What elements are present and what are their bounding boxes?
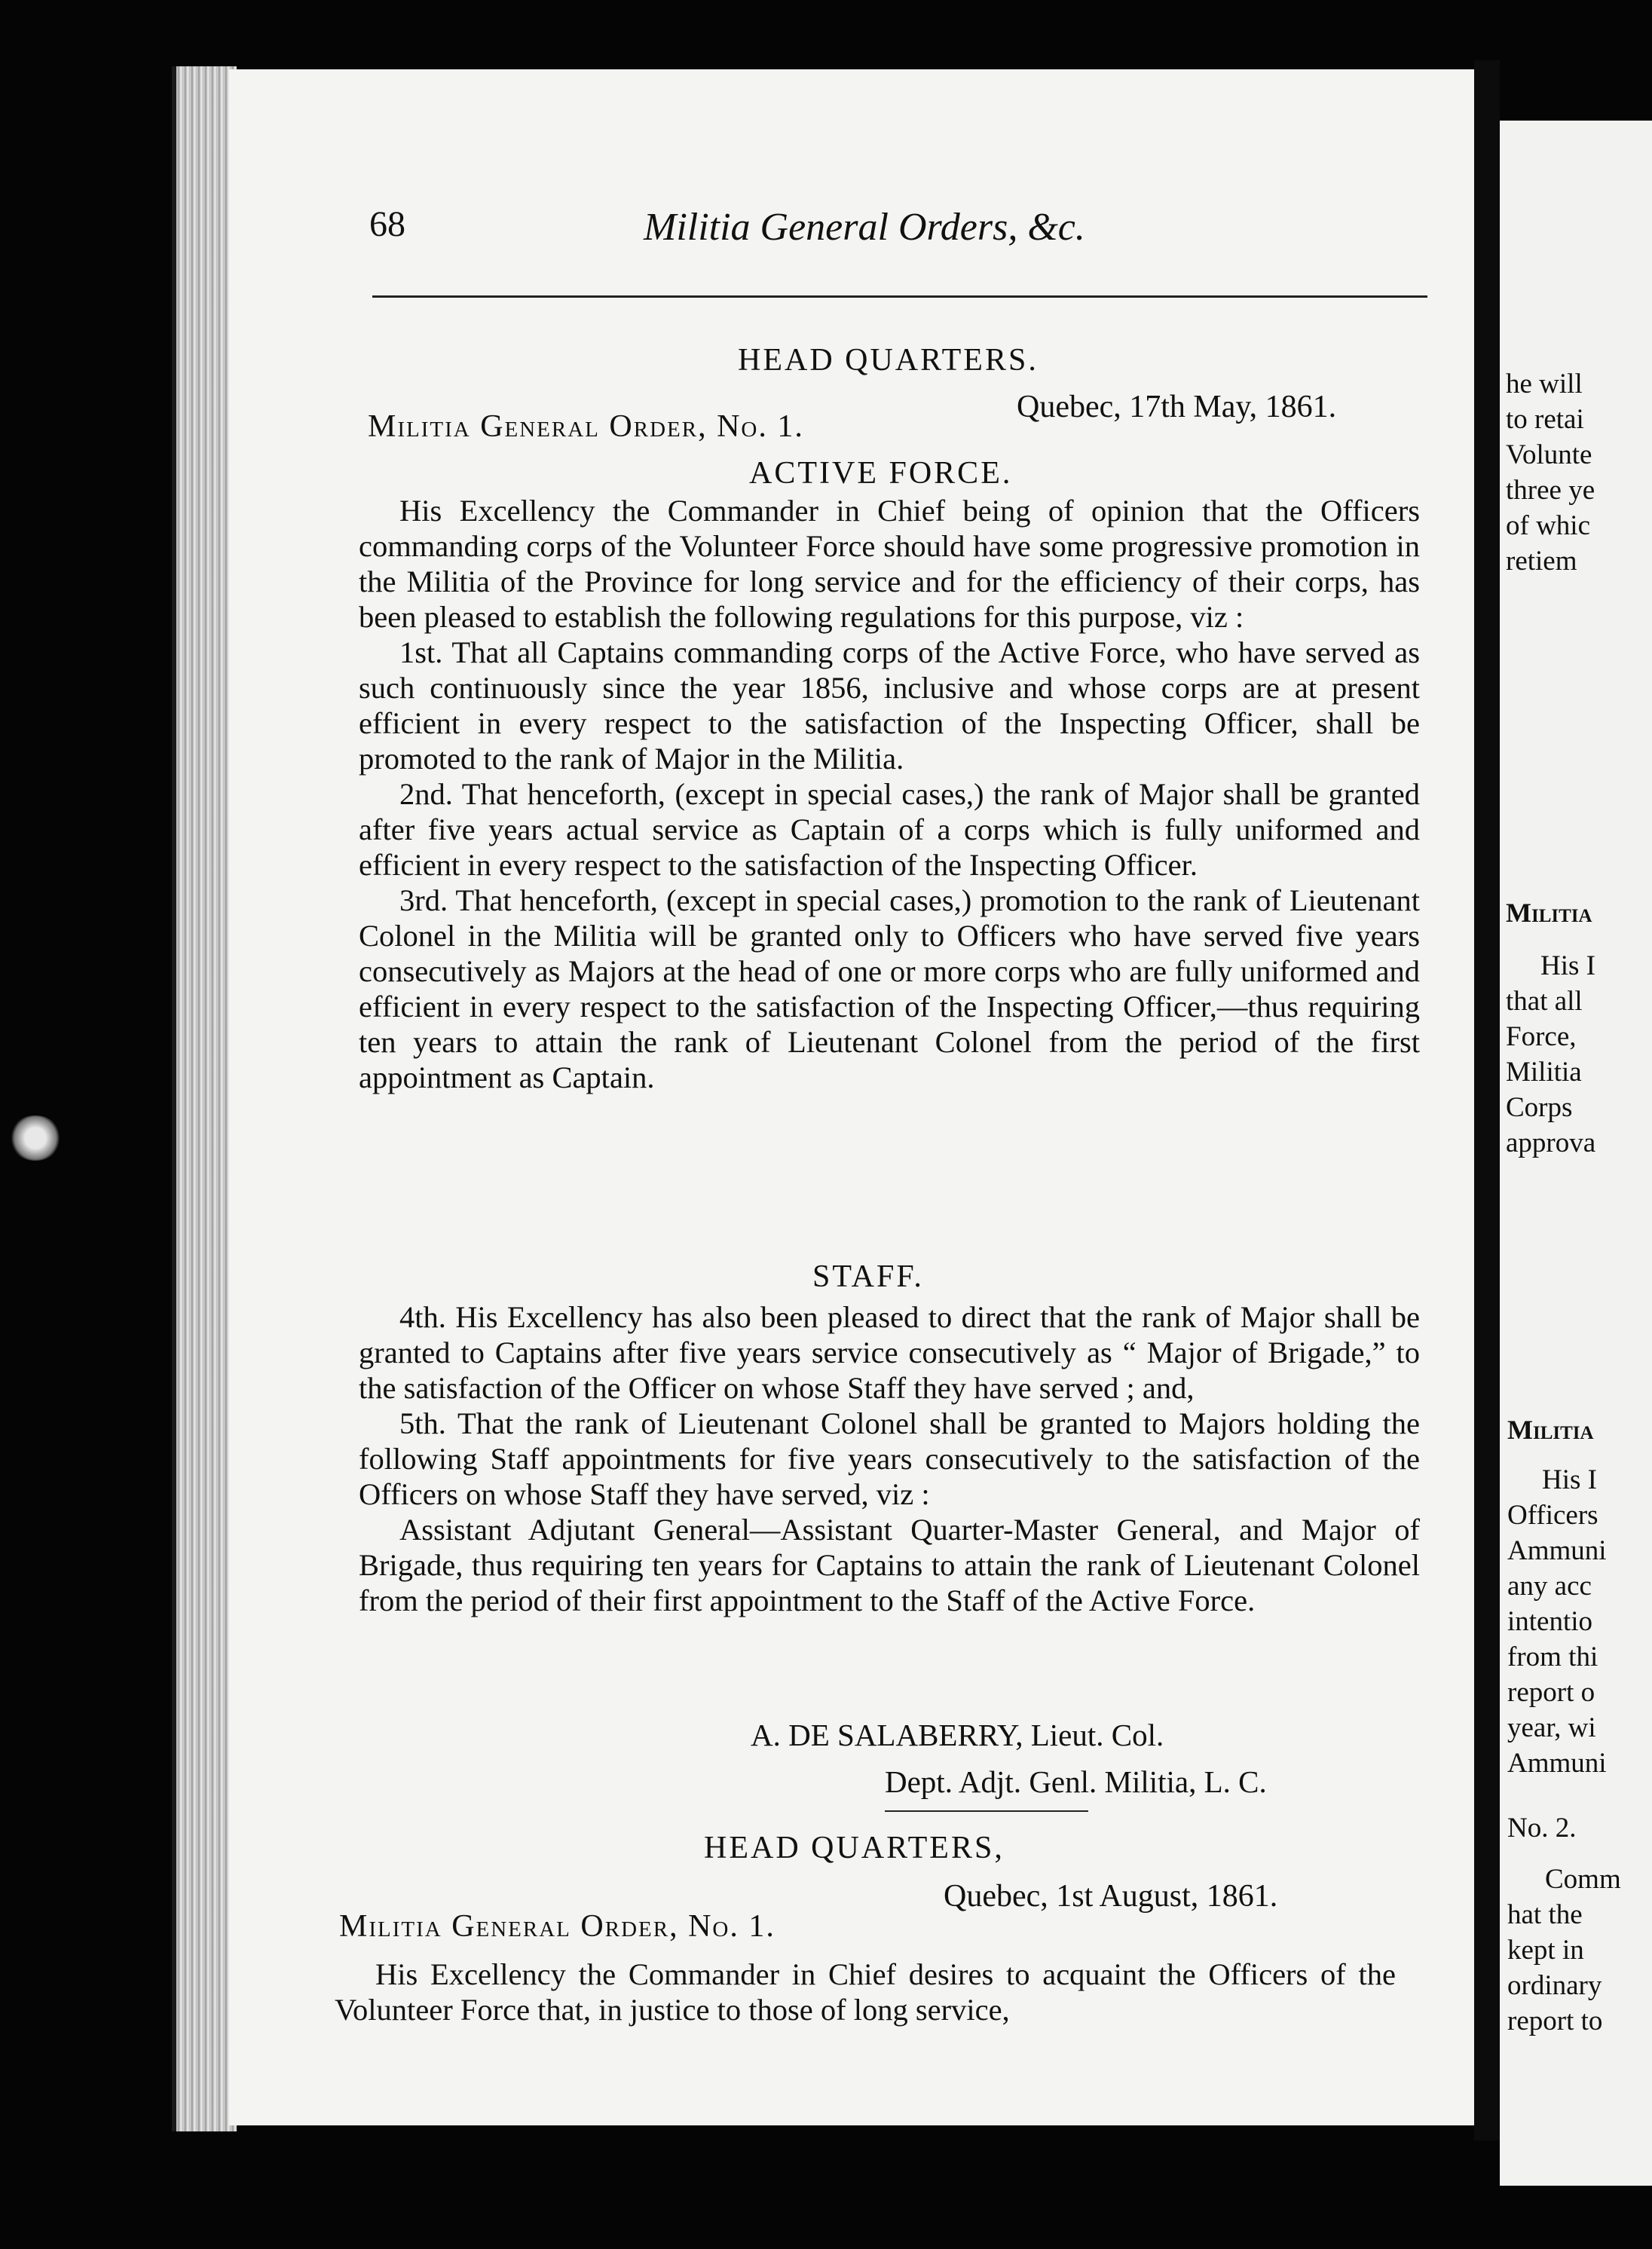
header-rule bbox=[372, 295, 1427, 298]
page-number: 68 bbox=[369, 204, 405, 244]
paragraph-4th: 4th. His Excellency has also been pleased to direct that the rank of Major shall be granted to Captains after five years service consecutively as “ Major of Brigade,” to the satisfaction of the Officer on whose Staff they have served ; and, bbox=[359, 1300, 1420, 1405]
right-line: ordinary bbox=[1507, 1970, 1602, 2001]
right-line: he will bbox=[1506, 369, 1583, 399]
book-page-edges bbox=[172, 66, 237, 2131]
right-line: retiem bbox=[1506, 546, 1577, 577]
right-militia-heading-b: Militia bbox=[1507, 1415, 1594, 1445]
order1-body bbox=[359, 493, 1420, 1095]
right-line: report o bbox=[1507, 1677, 1595, 1708]
right-bottom-block bbox=[1507, 1862, 1621, 2039]
right-line: His I bbox=[1540, 950, 1595, 981]
paragraph-3rd: 3rd. That henceforth, (except in special cases,) promotion to the rank of Lieutenant Colonel in the Militia will be granted only to Officers who have served five years consecutively as Majors at the head of one or more corps who are fully uniformed and efficient in every respect to the satisfaction of the Inspecting Officer,—thus requiring ten years to attain the rank of Lieutenant Colonel from the period of the first appointment as Captain. bbox=[359, 883, 1420, 1094]
paragraph-2nd: 2nd. That henceforth, (except in special cases,) the rank of Major shall be granted after five years actual service as Captain of a corps which is fully uniformed and efficient in every respect to the satisfaction of the Inspecting Officer. bbox=[359, 777, 1420, 882]
order1-dateline: Quebec, 17th May, 1861. bbox=[1017, 390, 1337, 424]
right-militia-heading-a: Militia bbox=[1506, 898, 1592, 928]
order2-title: Militia General Order, No. 1. bbox=[339, 1909, 776, 1944]
order1-title: Militia General Order, No. 1. bbox=[368, 409, 804, 444]
right-line: Ammuni bbox=[1507, 1748, 1607, 1779]
right-line: three ye bbox=[1506, 475, 1595, 506]
right-line: of whic bbox=[1506, 510, 1590, 541]
page-gutter bbox=[1474, 60, 1500, 2140]
right-line: Ammuni bbox=[1507, 1535, 1607, 1566]
order2-paragraph: His Excellency the Commander in Chief desires to acquaint the Officers of the Volunteer Force that, in justice to those of long service, bbox=[335, 1957, 1396, 2027]
running-title: Militia General Orders, &c. bbox=[644, 206, 1085, 249]
right-line: approva bbox=[1506, 1128, 1596, 1158]
stain-mark bbox=[9, 1115, 62, 1161]
right-lower-block bbox=[1507, 1462, 1607, 1781]
right-page bbox=[1500, 121, 1652, 2186]
right-line: Comm bbox=[1545, 1864, 1621, 1895]
signature-title: Dept. Adjt. Genl. Militia, L. C. bbox=[885, 1764, 1267, 1799]
order1-head: HEAD QUARTERS. bbox=[738, 343, 1039, 378]
right-middle-block bbox=[1506, 948, 1595, 1161]
right-line: any acc bbox=[1507, 1571, 1592, 1602]
signature-name: A. DE SALABERRY, Lieut. Col. bbox=[751, 1718, 1164, 1752]
order2-body bbox=[335, 1957, 1396, 2027]
right-line: year, wi bbox=[1507, 1712, 1596, 1743]
right-line: hat the bbox=[1507, 1899, 1583, 1930]
left-page bbox=[229, 69, 1474, 2125]
section-active-force: ACTIVE FORCE. bbox=[749, 456, 1013, 491]
staff-body bbox=[359, 1299, 1420, 1618]
paragraph-intro: His Excellency the Commander in Chief being of opinion that the Officers commanding corps of the Volunteer Force should have some progressive promotion in the Militia of the Province for long service and for the efficiency of their corps, has been pleased to establish the following regulations for this purpose, viz : bbox=[359, 494, 1420, 634]
right-line: Corps bbox=[1506, 1092, 1573, 1123]
order2-dateline: Quebec, 1st August, 1861. bbox=[944, 1879, 1278, 1914]
right-line: Officers bbox=[1507, 1500, 1598, 1531]
right-line: Militia bbox=[1506, 1057, 1582, 1088]
right-no2: No. 2. bbox=[1507, 1813, 1577, 1844]
section-staff: STAFF. bbox=[812, 1259, 924, 1294]
paragraph-staff-list: Assistant Adjutant General—Assistant Quarter-Master General, and Major of Brigade, thus requiring ten years for Captains to attain the rank of Lieutenant Colonel from the period of their first appointment to the Staff of the Active Force. bbox=[359, 1513, 1420, 1617]
right-line: kept in bbox=[1507, 1935, 1584, 1966]
separator-rule bbox=[885, 1810, 1088, 1812]
right-line: intentio bbox=[1507, 1606, 1593, 1637]
right-line: Force, bbox=[1506, 1021, 1577, 1052]
paragraph-1st: 1st. That all Captains commanding corps of the Active Force, who have served as such continuously since the year 1856, inclusive and whose corps are at present efficient in every respect to the satisfaction of the Inspecting Officer, shall be promoted to the rank of Major in the Militia. bbox=[359, 635, 1420, 776]
right-line: His I bbox=[1542, 1464, 1597, 1495]
order2-head: HEAD QUARTERS, bbox=[704, 1831, 1005, 1865]
right-line: Volunte bbox=[1506, 439, 1592, 470]
right-line: that all bbox=[1506, 986, 1583, 1017]
right-top-block bbox=[1506, 366, 1595, 579]
right-line: to retai bbox=[1506, 404, 1584, 435]
paragraph-5th: 5th. That the rank of Lieutenant Colonel shall be granted to Majors holding the following Staff appointments for five years consecutively to the satisfaction of the Officers on whose Staff they have served, viz : bbox=[359, 1406, 1420, 1511]
right-line: report to bbox=[1507, 2006, 1603, 2036]
right-line: from thi bbox=[1507, 1642, 1598, 1672]
